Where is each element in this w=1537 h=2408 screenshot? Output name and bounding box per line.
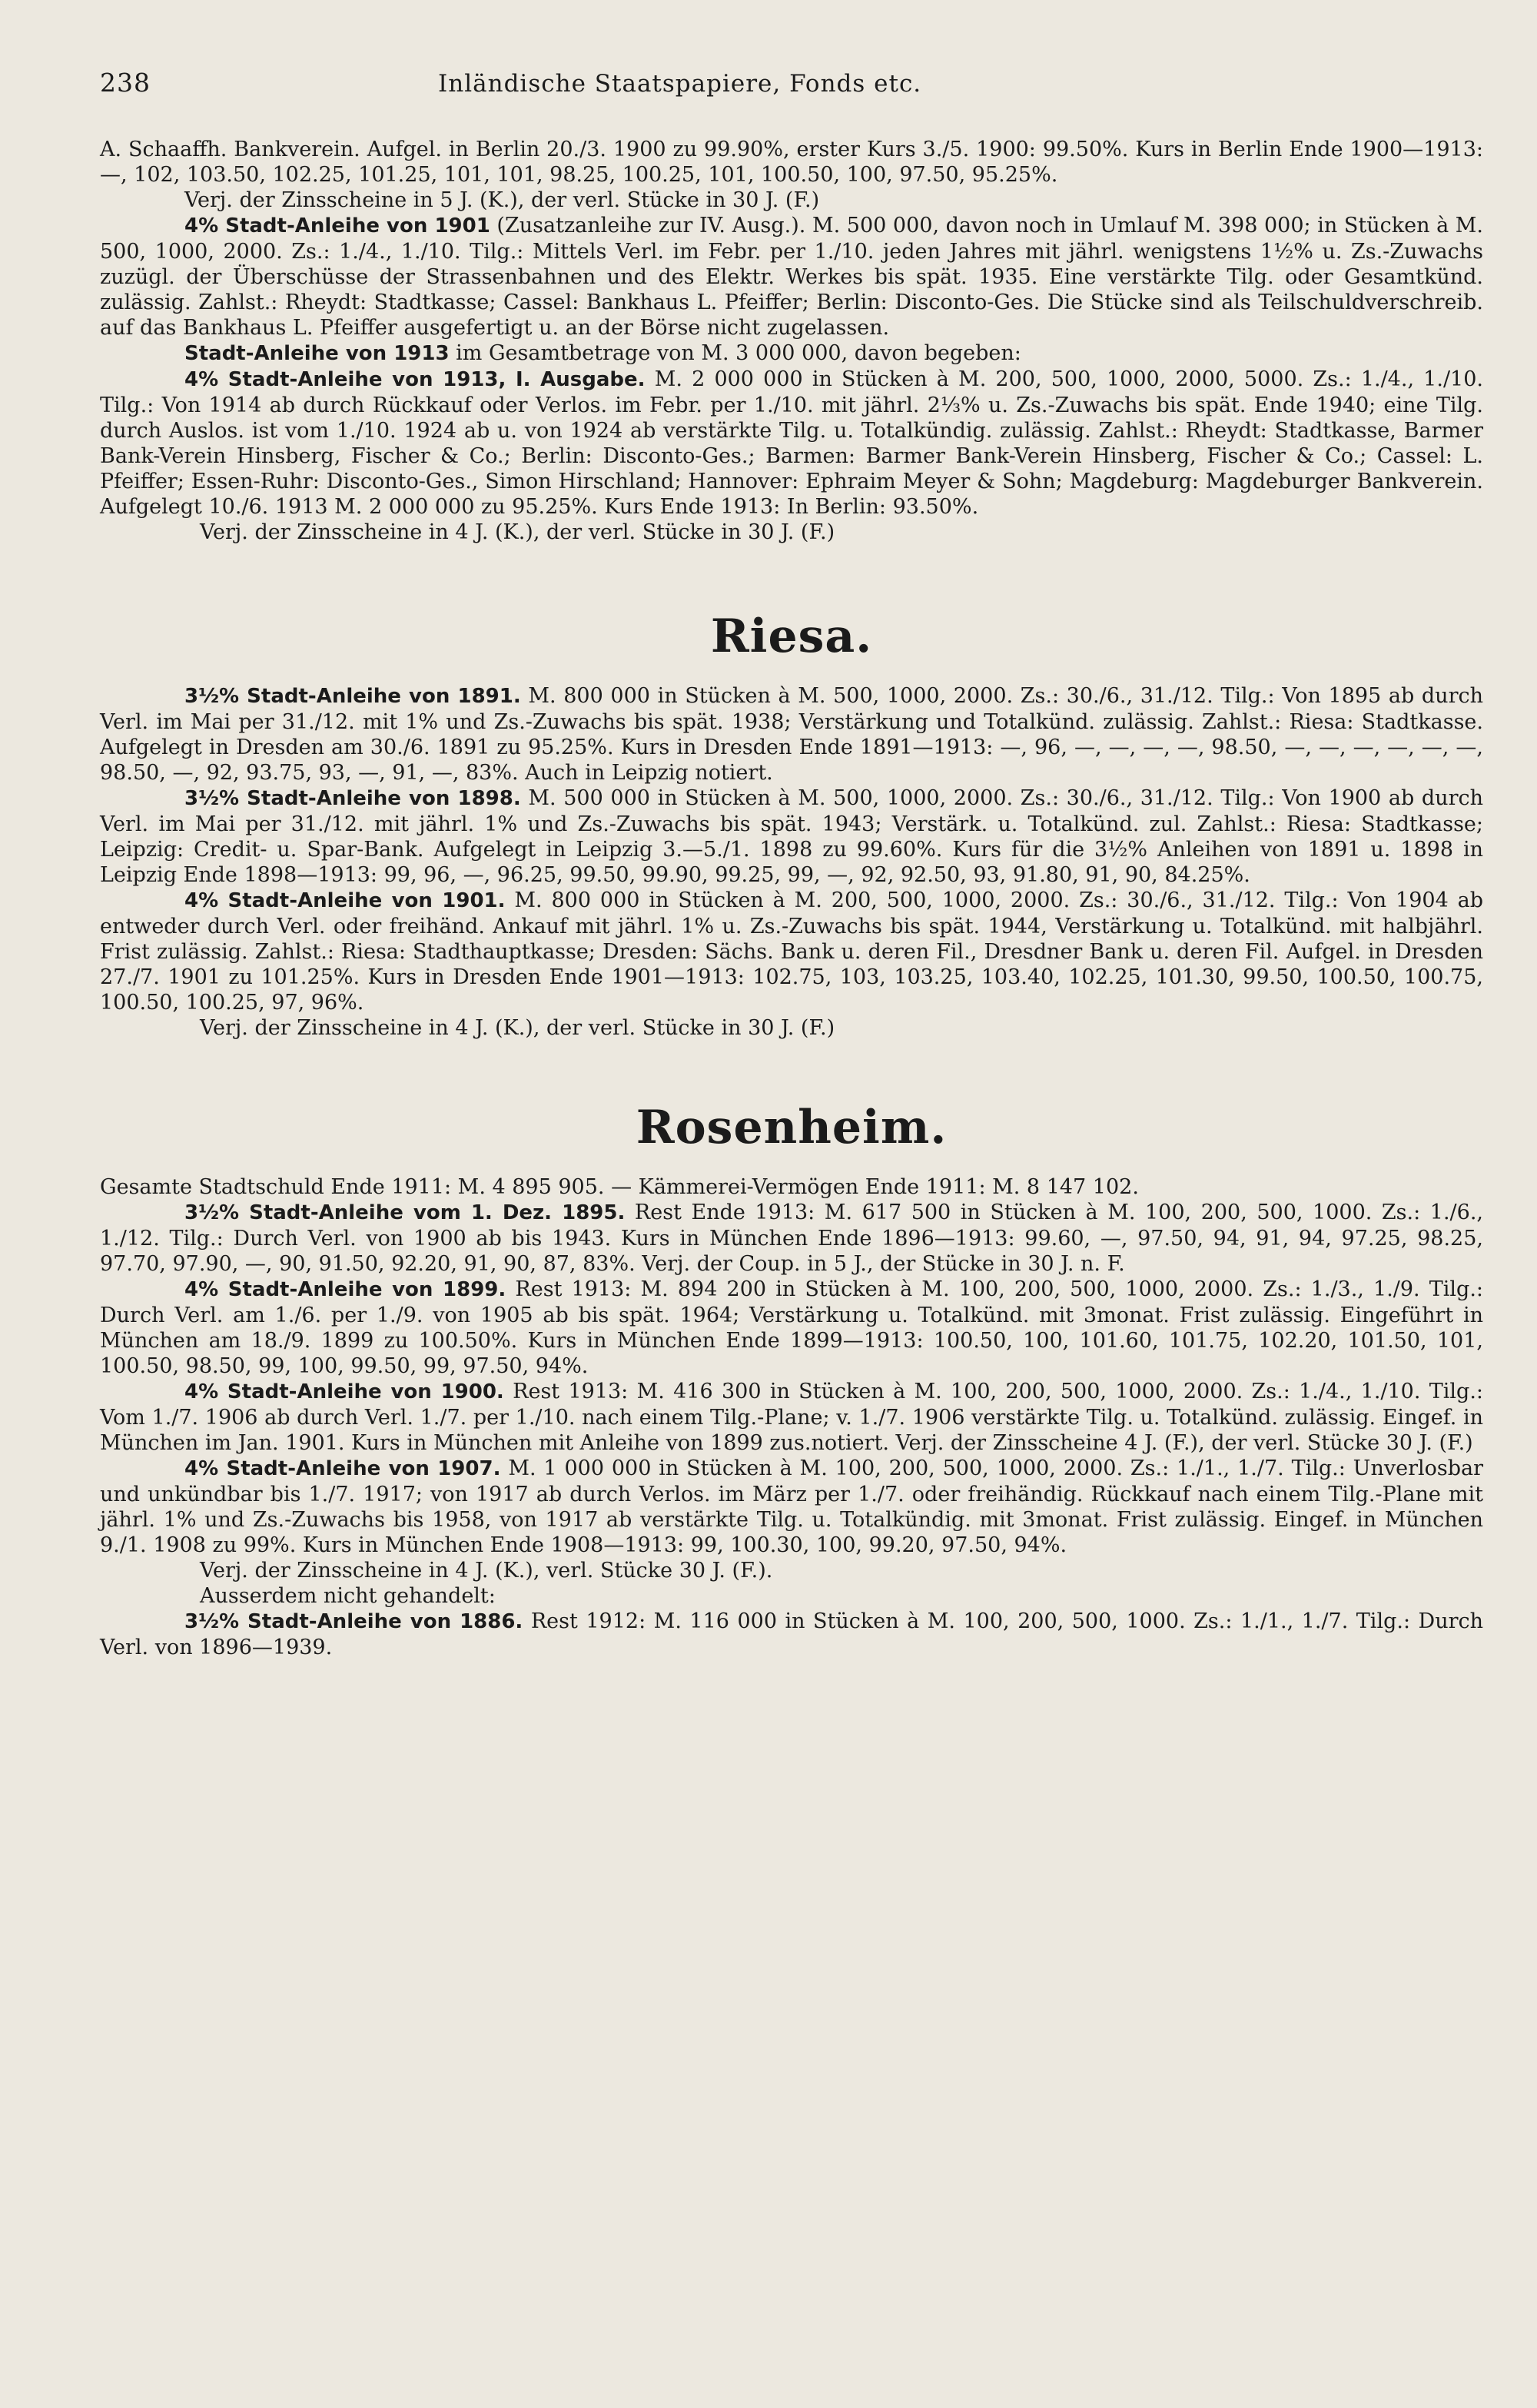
bond-entry (100, 213, 1483, 340)
bond-entry (100, 1200, 1483, 1277)
bond-text: M. 500 000 in Stücken à M. 500, 1000, 2000. Zs.: 30./6., 31./12. Tilg.: Von 1900 ab durch Verl. im Mai per 31./12. mit jährl. 1% und Zs.-Zuwachs bis spät. 1943; Verstärk. u. Totalkünd. zul. Zahlst.: Riesa: Stadtkasse; Leipzig: Credit- u. Spar-Bank. Aufgelegt in Leipzig 3.—5./1. 1898 zu 99.60%. Kurs für die 3½% Anleihen von 1891 u. 1898 in Leipzig Ende 1898—1913: 99, 96, —, 96.25, 99.50, 99.90, 99.25, 99, —, 92, 92.50, 93, 91.80, 91, 90, 84.25%. (100, 786, 1483, 887)
bond-heading: Stadt-Anleihe von 1913 (184, 342, 450, 365)
paragraph: Verj. der Zinsscheine in 4 J. (K.), verl. Stücke 30 J. (F.). (200, 1559, 773, 1583)
bond-entry (100, 1379, 1483, 1456)
paragraph: Gesamte Stadtschuld Ende 1911: M. 4 895 905. — Kämmerei-Vermögen Ende 1911: M. 8 147 102. (100, 1175, 1139, 1199)
bond-entry (100, 367, 1483, 520)
bond-heading: 4% Stadt-Anleihe von 1907. (184, 1457, 501, 1480)
bond-text: M. 2 000 000 in Stücken à M. 200, 500, 1000, 2000, 5000. Zs.: 1./4., 1./10. Tilg.: Von 1914 ab durch Rückkauf oder Verlos. im Febr. per 1./10. mit jährl. 2⅓% u. Zs.-Zuwachs bis spät. Ende 1940; eine Tilg. durch Auslos. ist vom 1./10. 1924 ab u. von 1924 ab verstärkte Tilg. u. Totalkündig. zulässig. Zahlst.: Rheydt: Stadtkasse, Barmer Bank-Verein Hinsberg, Fischer & Co.; Berlin: Disconto-Ges.; Barmen: Barmer Bank-Verein Hinsberg, Fischer & Co.; Cassel: L. Pfeiffer; Essen-Ruhr: Disconto-Ges., Simon Hirschland; Hannover: Ephraim Meyer & Sohn; Magdeburg: Magdeburger Bankverein. Aufgelegt 10./6. 1913 M. 2 000 000 zu 95.25%. Kurs Ende 1913: In Berlin: 93.50%. (100, 367, 1483, 519)
bond-text: Rest Ende 1913: M. 617 500 in Stücken à M. 100, 200, 500, 1000. Zs.: 1./6., 1./12. Tilg.: Durch Verl. von 1900 ab bis 1943. Kurs in München Ende 1896—1913: 99.60, —, 97.50, 94, 91, 94, 97.25, 98.25, 97.70, 97.90, —, 90, 91.50, 92.20, 91, 90, 87, 83%. Verj. der Coup. in 5 J., der Stücke in 30 J. n. F. (100, 1201, 1483, 1276)
paragraph: Verj. der Zinsscheine in 5 J. (K.), der verl. Stücke in 30 J. (F.) (184, 188, 820, 212)
paragraph: Ausserdem nicht gehandelt: (200, 1584, 496, 1608)
bond-entry (100, 786, 1483, 888)
bond-heading: 4% Stadt-Anleihe von 1913, I. Ausgabe. (184, 368, 646, 391)
bond-heading: 3½% Stadt-Anleihe von 1898. (184, 787, 521, 810)
bond-text: (Zusatzanleihe zur IV. Ausg.). M. 500 000, davon noch in Umlauf M. 398 000; in Stücken à M. 500, 1000, 2000. Zs.: 1./4., 1./10. Tilg.: Mittels Verl. im Febr. per 1./10. jeden Jahres mit jährl. wenigstens 1½% u. Zs.-Zuwachs zuzügl. der Überschüsse der Strassenbahnen und des Elektr. Werkes bis spät. 1935. Eine verstärkte Tilg. oder Gesamtkünd. zulässig. Zahlst.: Rheydt: Stadtkasse; Cassel: Bankhaus L. Pfeiffer; Berlin: Disconto-Ges. Die Stücke sind als Teilschuldverschreib. auf das Bankhaus L. Pfeiffer ausgefertigt u. an der Börse nicht zugelassen. (100, 214, 1483, 340)
section-continued (100, 137, 1483, 545)
bond-heading: 4% Stadt-Anleihe von 1901 (184, 214, 490, 237)
bond-heading: 4% Stadt-Anleihe von 1899. (184, 1278, 506, 1301)
bond-text: M. 800 000 in Stücken à M. 500, 1000, 2000. Zs.: 30./6., 31./12. Tilg.: Von 1895 ab durch Verl. im Mai per 31./12. mit 1% und Zs.-Zuwachs bis spät. 1938; Verstärkung und Totalkünd. zulässig. Zahlst.: Riesa: Stadtkasse. Aufgelegt in Dresden am 30./6. 1891 zu 95.25%. Kurs in Dresden Ende 1891—1913: —, 96, —, —, —, —, 98.50, —, —, —, —, —, —, 98.50, —, 92, 93.75, 93, —, 91, —, 83%. Auch in Leipzig notiert. (100, 684, 1483, 785)
bond-text: im Gesamtbetrage von M. 3 000 000, davon begeben: (449, 341, 1021, 365)
bond-heading: 4% Stadt-Anleihe von 1901. (184, 889, 506, 912)
page-number: 238 (100, 68, 151, 98)
bond-heading: 3½% Stadt-Anleihe von 1886. (184, 1610, 523, 1633)
bond-heading: 3½% Stadt-Anleihe von 1891. (184, 685, 521, 708)
bond-text: M. 800 000 in Stücken à M. 200, 500, 1000, 2000. Zs.: 30./6., 31./12. Tilg.: Von 1904 ab entweder durch Verl. oder freihänd. Ankauf mit jährl. 1% u. Zs.-Zuwachs bis spät. 1944, Verstärkung u. Totalkünd. mit halbjährl. Frist zulässig. Zahlst.: Riesa: Stadthauptkasse; Dresden: Sächs. Bank u. deren Fil., Dresdner Bank u. deren Fil. Aufgel. in Dresden 27./7. 1901 zu 101.25%. Kurs in Dresden Ende 1901—1913: 102.75, 103, 103.25, 103.40, 102.25, 101.30, 99.50, 100.50, 100.75, 100.50, 100.25, 97, 96%. (100, 888, 1483, 1015)
paragraph: Verj. der Zinsscheine in 4 J. (K.), der verl. Stücke in 30 J. (F.) (200, 1016, 835, 1040)
bond-entry (100, 1277, 1483, 1379)
bond-entry (100, 888, 1483, 1015)
bond-text: Rest 1913: M. 894 200 in Stücken à M. 100, 200, 500, 1000, 2000. Zs.: 1./3., 1./9. Tilg.: Durch Verl. am 1./6. per 1./9. von 1905 ab bis spät. 1964; Verstärkung u. Totalkünd. mit 3monat. Frist zulässig. Eingeführt in München am 18./9. 1899 zu 100.50%. Kurs in München Ende 1899—1913: 100.50, 100, 101.60, 101.75, 102.20, 101.50, 101, 100.50, 98.50, 99, 100, 99.50, 99, 97.50, 94%. (100, 1277, 1484, 1378)
bond-heading: 4% Stadt-Anleihe von 1900. (184, 1380, 504, 1403)
bond-text: Rest 1912: M. 116 000 in Stücken à M. 100, 200, 500, 1000. Zs.: 1./1., 1./7. Tilg.: Durch Verl. von 1896—1939. (100, 1609, 1484, 1659)
bond-entry (100, 683, 1483, 786)
bond-text: Rest 1913: M. 416 300 in Stücken à M. 100, 200, 500, 1000, 2000. Zs.: 1./4., 1./10. Tilg.: Vom 1./7. 1906 ab durch Verl. 1./7. per 1./10. nach einem Tilg.-Plane; v. 1./7. 1906 verstärkte Tilg. u. Totalkünd. zulässig. Eingef. in München im Jan. 1901. Kurs in München mit Anleihe von 1899 zus.notiert. Verj. der Zinsscheine 4 J. (F.), der verl. Stücke 30 J. (F.) (100, 1380, 1483, 1455)
city-heading-rosenheim: Rosenheim. (636, 1101, 948, 1154)
paragraph: A. Schaaffh. Bankverein. Aufgel. in Berlin 20./3. 1900 zu 99.90%, erster Kurs 3./5. 1900: 99.50%. Kurs in Berlin Ende 1900—1913: —, 102, 103.50, 102.25, 101.25, 101, 101, 98.25, 100.25, 101, 100.50, 100, 97.50, 95.25%. (100, 138, 1483, 187)
bond-entry (100, 1456, 1483, 1558)
bond-entry (100, 340, 1483, 367)
paragraph: Verj. der Zinsscheine in 4 J. (K.), der verl. Stücke in 30 J. (F.) (200, 520, 835, 544)
bond-text: M. 1 000 000 in Stücken à M. 100, 200, 500, 1000, 2000. Zs.: 1./1., 1./7. Tilg.: Unverlosbar und unkündbar bis 1./7. 1917; von 1917 ab durch Verlos. im März per 1./7. oder freihändig. Rückkauf nach einem Tilg.-Plane mit jährl. 1% und Zs.-Zuwachs bis 1958, von 1917 ab verstärkte Tilg. u. Totalkündig. mit 3monat. Frist zulässig. Eingef. in München 9./1. 1908 zu 99%. Kurs in München Ende 1908—1913: 99, 100.30, 100, 99.20, 97.50, 94%. (100, 1456, 1484, 1557)
bond-heading: 3½% Stadt-Anleihe vom 1. Dez. 1895. (184, 1201, 626, 1224)
section-rosenheim (100, 1174, 1483, 1660)
running-header (100, 68, 1483, 111)
running-title: Inländische Staatspapiere, Fonds etc. (438, 70, 922, 98)
section-riesa (100, 683, 1483, 1041)
bond-entry (100, 1609, 1483, 1660)
city-heading-riesa: Riesa. (710, 609, 873, 663)
